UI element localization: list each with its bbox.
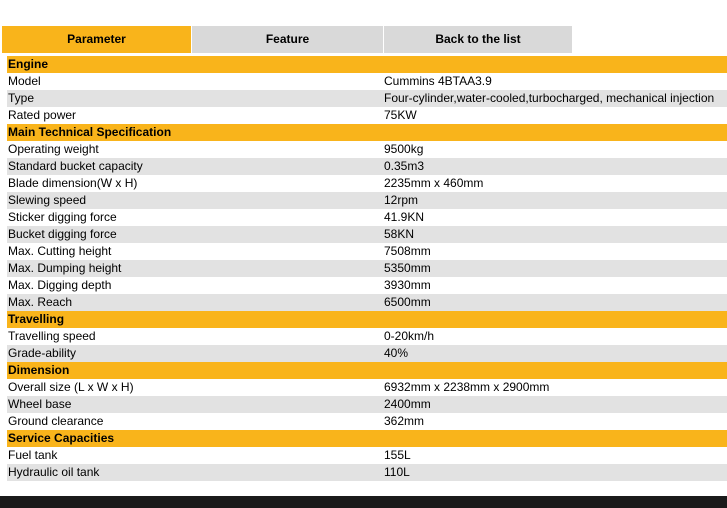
- spec-row: [7, 90, 727, 107]
- param-value: 110L: [384, 465, 410, 479]
- param-label: Max. Dumping height: [8, 261, 122, 275]
- section-title: Service Capacities: [8, 431, 115, 445]
- param-value: Cummins 4BTAA3.9: [384, 74, 492, 88]
- param-label: Slewing speed: [8, 193, 87, 207]
- param-value: 2235mm x 460mm: [384, 176, 484, 190]
- spec-row: [7, 73, 727, 90]
- param-label: Operating weight: [8, 142, 99, 156]
- param-label: Rated power: [8, 108, 77, 122]
- tab-bar: [2, 26, 572, 53]
- spec-row: [7, 107, 727, 124]
- param-label: Bucket digging force: [8, 227, 117, 241]
- param-label: Max. Cutting height: [8, 244, 112, 258]
- param-value: 9500kg: [384, 142, 424, 156]
- param-value: 362mm: [384, 414, 425, 428]
- spec-table: [7, 56, 727, 481]
- spec-row: [7, 396, 727, 413]
- param-value: 2400mm: [384, 397, 431, 411]
- spec-row: [7, 243, 727, 260]
- footer-bar: [0, 496, 727, 508]
- section-header-service-capacities: [7, 430, 727, 447]
- param-label: Grade-ability: [8, 346, 77, 360]
- param-label: Max. Reach: [8, 295, 73, 309]
- spec-row: [7, 141, 727, 158]
- spec-row: [7, 464, 727, 481]
- param-value: 75KW: [384, 108, 417, 122]
- section-title: Travelling: [8, 312, 65, 326]
- param-label: Type: [8, 91, 35, 105]
- param-label: Overall size (L x W x H): [8, 380, 134, 394]
- spec-row: [7, 158, 727, 175]
- param-value: 0-20km/h: [384, 329, 435, 343]
- param-label: Standard bucket capacity: [8, 159, 143, 173]
- spec-row: [7, 209, 727, 226]
- param-value: 7508mm: [384, 244, 431, 258]
- param-label: Max. Digging depth: [8, 278, 112, 292]
- spec-row: [7, 260, 727, 277]
- param-value: 41.9KN: [384, 210, 425, 224]
- param-value: 155L: [384, 448, 411, 462]
- section-header-travelling: [7, 311, 727, 328]
- spec-row: [7, 294, 727, 311]
- spec-row: [7, 379, 727, 396]
- param-value: 5350mm: [384, 261, 431, 275]
- section-header-main-technical-specification: [7, 124, 727, 141]
- section-header-dimension: [7, 362, 727, 379]
- section-header-engine: [7, 56, 727, 73]
- param-value: 6932mm x 2238mm x 2900mm: [384, 380, 550, 394]
- param-label: Travelling speed: [8, 329, 96, 343]
- spec-row: [7, 328, 727, 345]
- param-label: Blade dimension(W x H): [8, 176, 138, 190]
- spec-row: [7, 345, 727, 362]
- param-value: 3930mm: [384, 278, 431, 292]
- spec-row: [7, 413, 727, 430]
- section-title: Main Technical Specification: [8, 125, 172, 139]
- section-title: Dimension: [8, 363, 70, 377]
- param-label: Wheel base: [8, 397, 72, 411]
- param-value: 58KN: [384, 227, 415, 241]
- spec-row: [7, 192, 727, 209]
- param-label: Hydraulic oil tank: [8, 465, 100, 479]
- back-to-list-tab[interactable]: Back to the list: [383, 26, 572, 53]
- param-value: 12rpm: [384, 193, 419, 207]
- spec-row: [7, 447, 727, 464]
- tab-feature[interactable]: Feature: [191, 26, 383, 53]
- spec-row: [7, 175, 727, 192]
- param-value: 6500mm: [384, 295, 431, 309]
- param-label: Sticker digging force: [8, 210, 117, 224]
- spec-row: [7, 226, 727, 243]
- section-title: Engine: [8, 57, 49, 71]
- param-label: Fuel tank: [8, 448, 58, 462]
- param-label: Model: [8, 74, 41, 88]
- spec-row: [7, 277, 727, 294]
- tab-parameter[interactable]: Parameter: [2, 26, 191, 53]
- param-value: Four-cylinder,water-cooled,turbocharged, mechanical injection: [384, 91, 715, 105]
- param-value: 0.35m3: [384, 159, 425, 173]
- param-value: 40%: [384, 346, 409, 360]
- param-label: Ground clearance: [8, 414, 104, 428]
